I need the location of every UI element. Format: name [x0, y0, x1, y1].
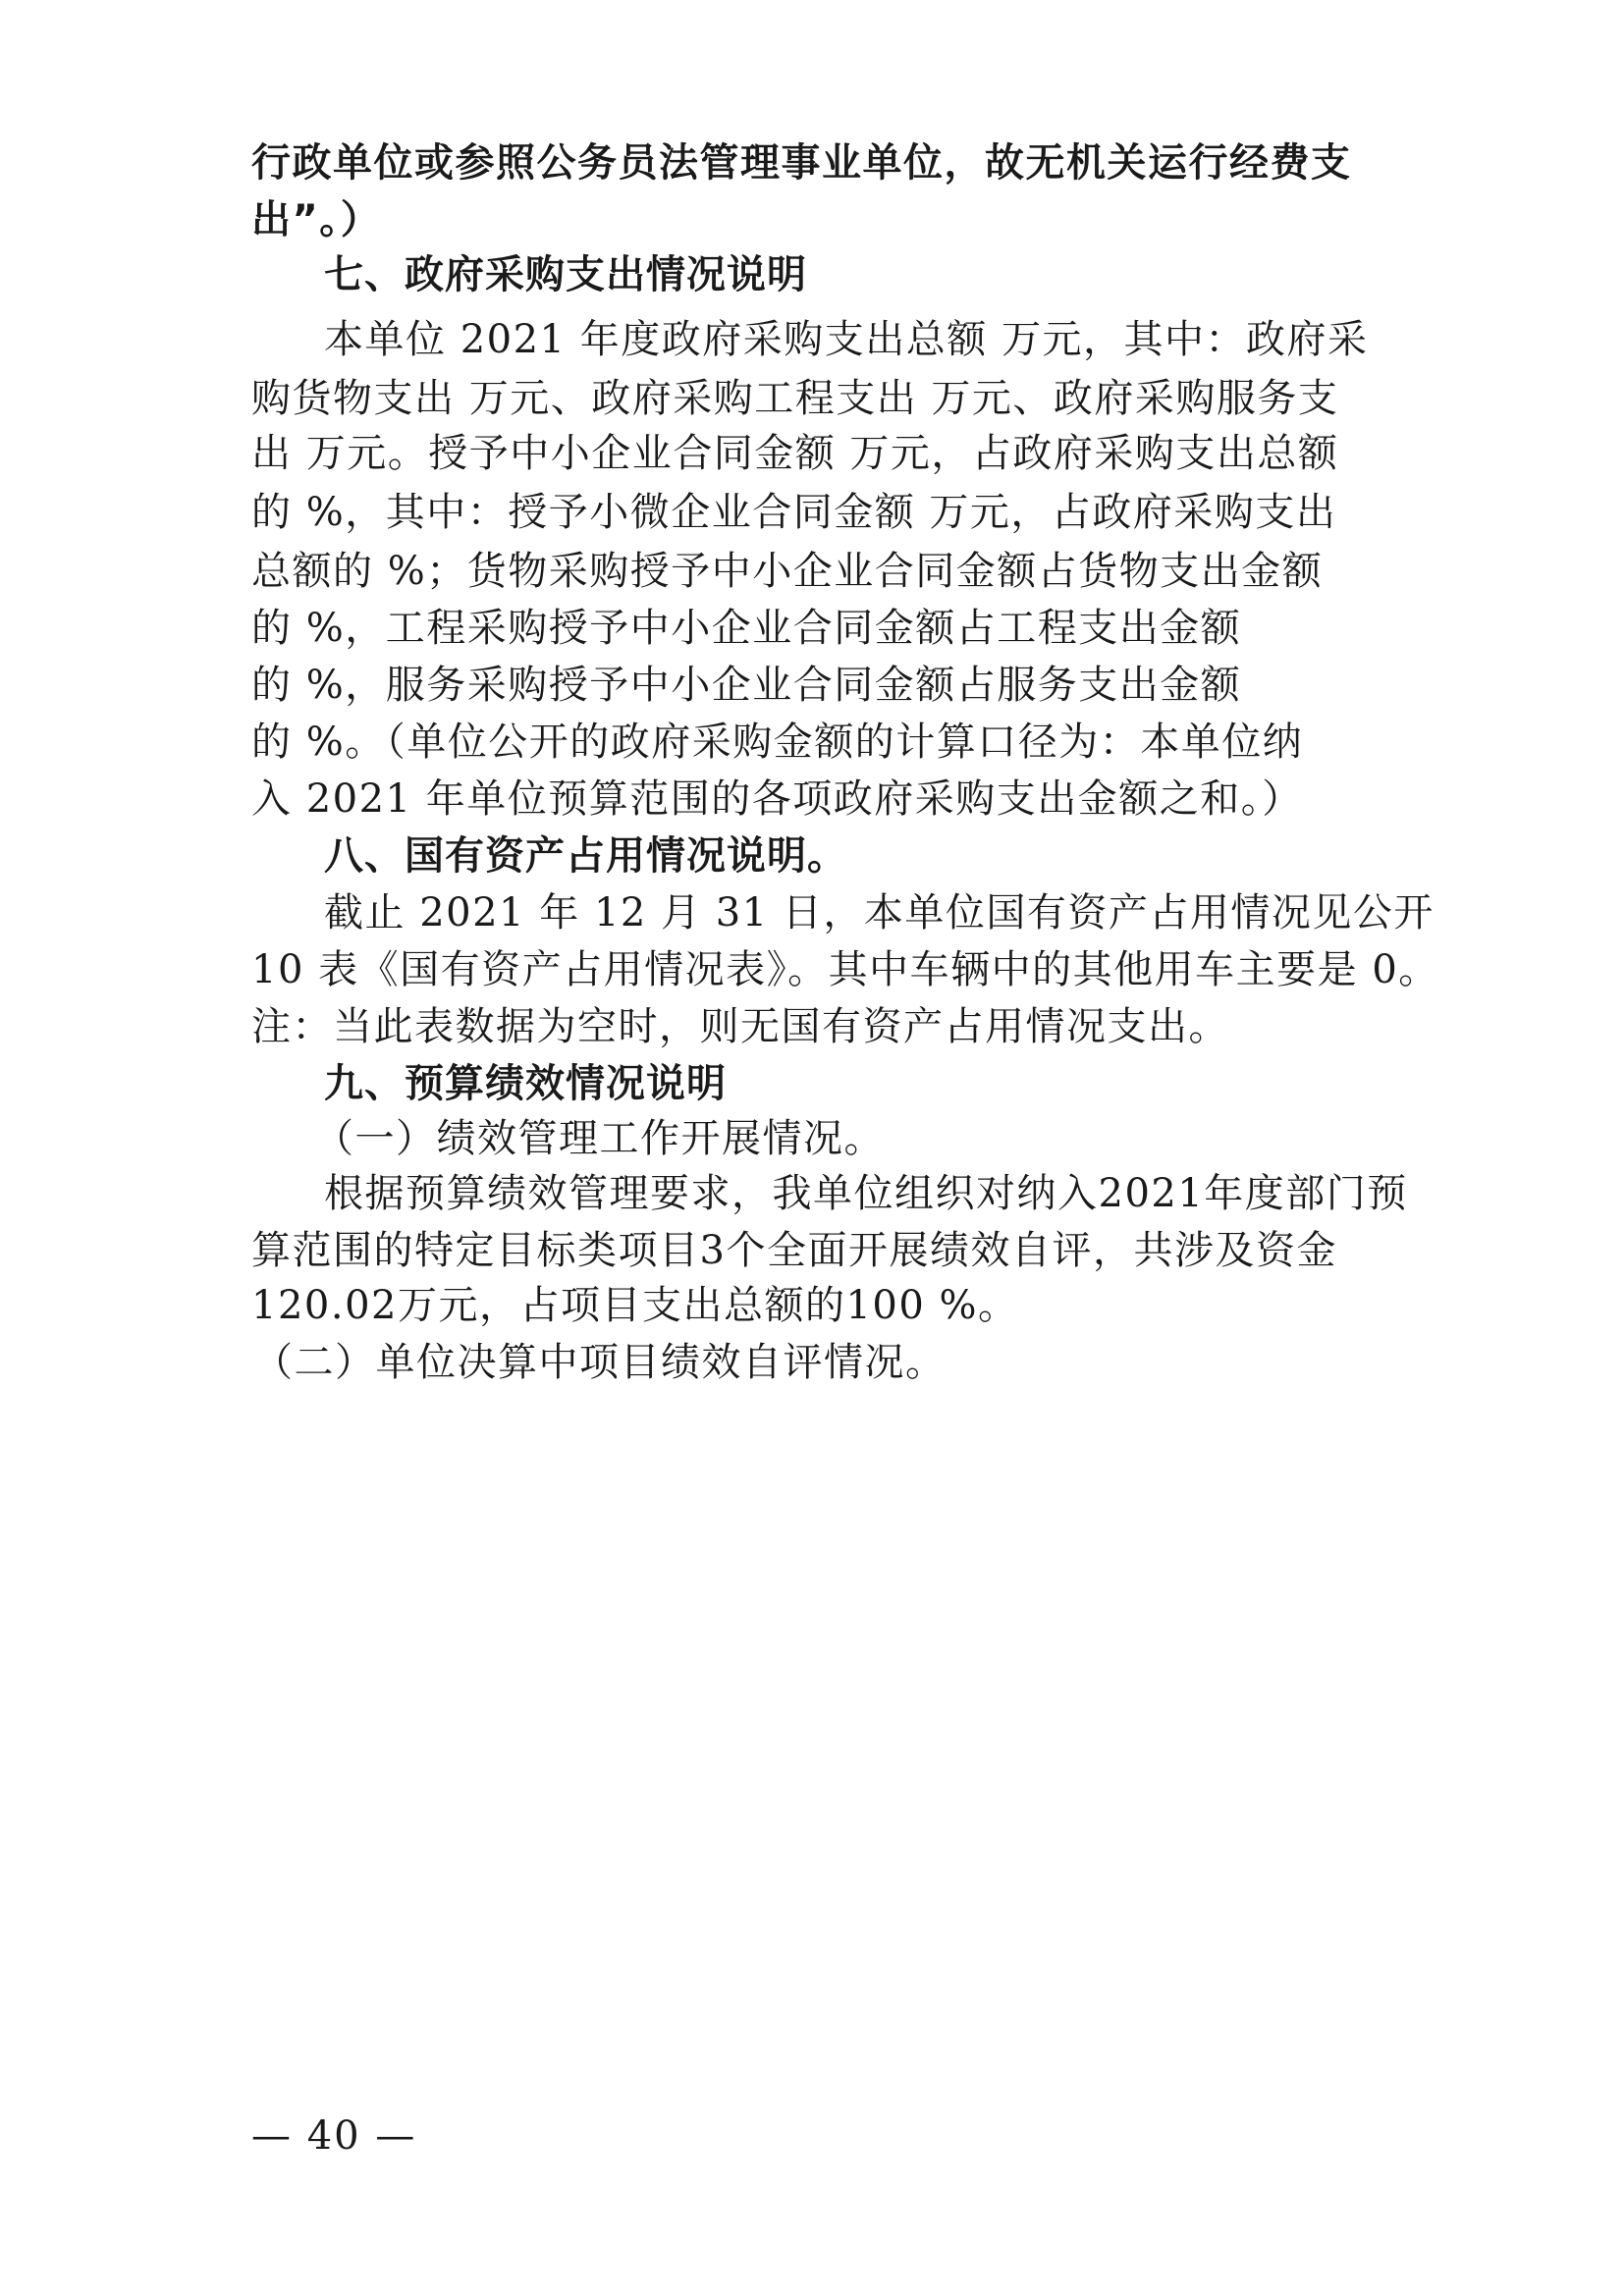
paragraph-line-7: 总额的 %；货物采购授予中小企业合同金额占货物支出金额 [251, 549, 1324, 594]
section-heading-7: 七、政府采购支出情况说明 [324, 252, 807, 297]
paragraph-line-12: 截止 2021 年 12 月 31 日，本单位国有资产占用情况见公开 [324, 890, 1435, 935]
paragraph-line-16: 算范围的特定目标类项目3个全面开展绩效自评，共涉及资金 [251, 1228, 1337, 1273]
paragraph-line-8: 的 %，工程采购授予中小企业合同金额占工程支出金额 [251, 606, 1242, 651]
paragraph-line-17: 120.02万元，占项目支出总额的100 %。 [251, 1283, 1019, 1328]
section-heading-8: 八、国有资产占用情况说明。 [324, 833, 847, 879]
paragraph-line-3: 本单位 2021 年度政府采购支出总额 万元，其中：政府采 [324, 317, 1369, 362]
paragraph-line-11: 入 2021 年单位预算范围的各项政府采购支出金额之和。） [251, 776, 1303, 822]
subsection-heading-2: （二）单位决算中项目绩效自评情况。 [253, 1340, 947, 1385]
paragraph-line-5: 出 万元。授予中小企业合同金额 万元，占政府采购支出总额 [251, 431, 1339, 476]
paragraph-line-14: 注：当此表数据为空时，则无国有资产占用情况支出。 [251, 1004, 1229, 1049]
paragraph-line-9: 的 %，服务采购授予中小企业合同金额占服务支出金额 [251, 663, 1242, 708]
paragraph-line-1: 行政单位或参照公务员法管理事业单位，故无机关运行经费支 [251, 140, 1352, 186]
paragraph-line-15: 根据预算绩效管理要求，我单位组织对纳入2021年度部门预 [324, 1171, 1408, 1216]
section-heading-9: 九、预算绩效情况说明 [324, 1061, 727, 1106]
paragraph-line-6: 的 %，其中：授予小微企业合同金额 万元，占政府采购支出 [251, 490, 1337, 535]
paragraph-line-2: 出”。） [251, 197, 382, 242]
paragraph-line-13: 10 表《国有资产占用情况表》。其中车辆中的其他用车主要是 0。 [251, 947, 1439, 992]
paragraph-line-10: 的 %。（单位公开的政府采购金额的计算口径为：本单位纳 [251, 720, 1304, 765]
page-number: — 40 — [251, 2113, 417, 2159]
subsection-heading-1: （一）绩效管理工作开展情况。 [314, 1116, 885, 1161]
paragraph-line-4: 购货物支出 万元、政府采购工程支出 万元、政府采购服务支 [251, 376, 1339, 421]
